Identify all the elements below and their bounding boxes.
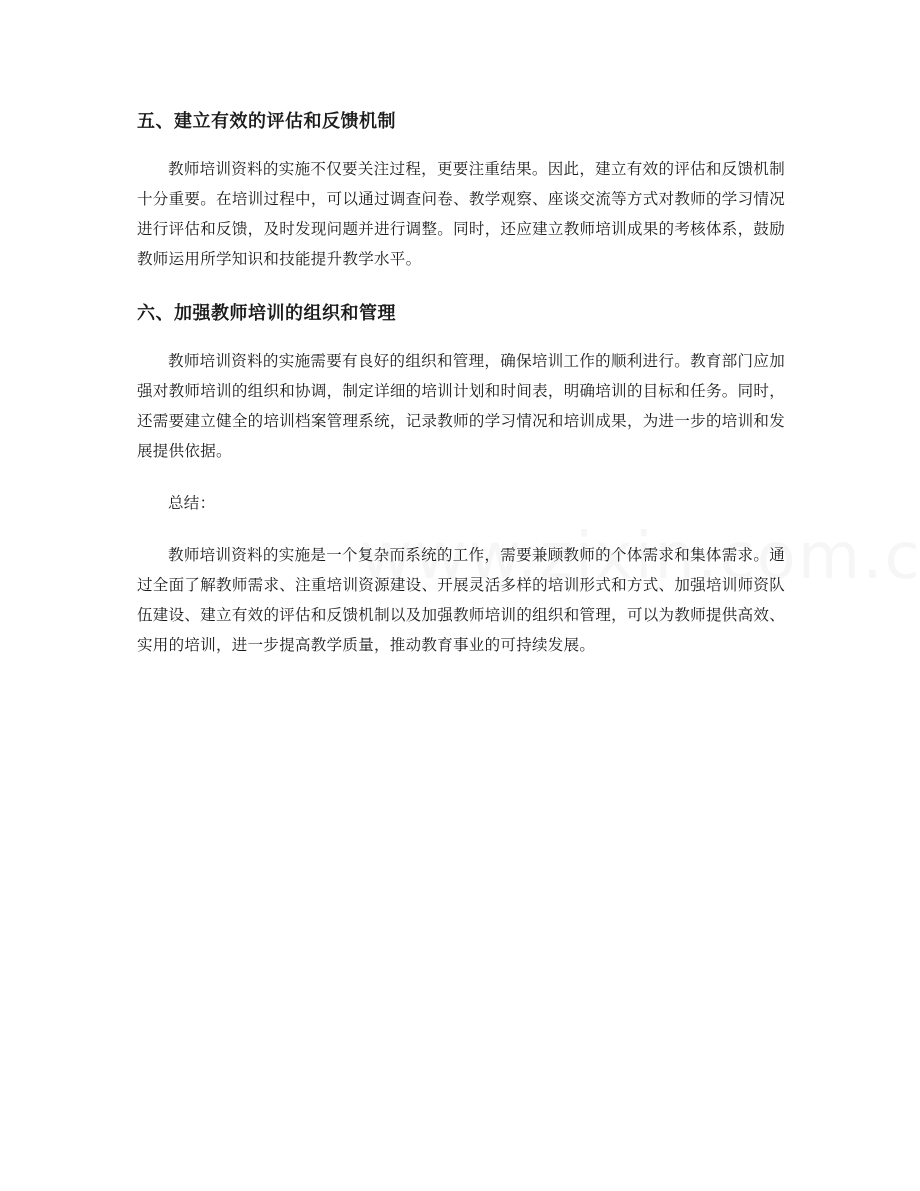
section-5-heading: 五、建立有效的评估和反馈机制 <box>137 111 396 132</box>
section-5-paragraph: 教师培训资料的实施不仅要关注过程，更要注重结果。因此，建立有效的评估和反馈机制十分重要。在培训过程中，可以通过调查问卷、教学观察、座谈交流等方式对教师的学习情况进行评估和反馈，及时发现问题并进行调整。同时，还应建立教师培训成果的考核体系，鼓励教师运用所学知识和技能提升教学水平。 <box>137 160 785 268</box>
summary-paragraph: 教师培训资料的实施是一个复杂而系统的工作，需要兼顾教师的个体需求和集体需求。通过全面了解教师需求、注重培训资源建设、开展灵活多样的培训形式和方式、加强培训师资队伍建设、建立有效的评估和反馈机制以及加强教师培训的组织和管理，可以为教师提供高效、实用的培训，进一步提高教学质量，推动教育事业的可持续发展。 <box>137 546 785 654</box>
document-content <box>137 104 785 682</box>
section-6-heading: 六、加强教师培训的组织和管理 <box>137 303 396 324</box>
section-6-paragraph: 教师培训资料的实施需要有良好的组织和管理，确保培训工作的顺利进行。教育部门应加强对教师培训的组织和协调，制定详细的培训计划和时间表，明确培训的目标和任务。同时，还需要建立健全的培训档案管理系统，记录教师的学习情况和培训成果，为进一步的培训和发展提供依据。 <box>137 352 785 460</box>
summary-label: 总结： <box>168 494 216 512</box>
